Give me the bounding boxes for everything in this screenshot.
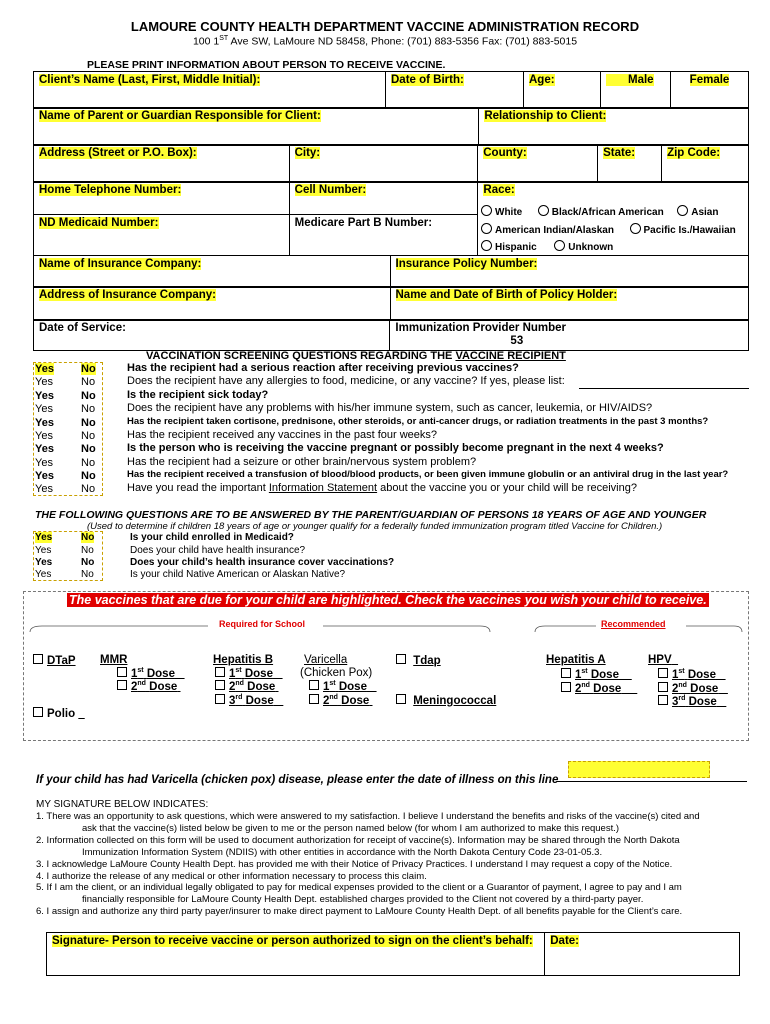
hepb-dose-1-checkbox[interactable] <box>215 667 225 677</box>
yes-option[interactable]: Yes <box>35 443 54 455</box>
tdap-checkbox[interactable] <box>396 654 406 664</box>
recommended-label: Recommended <box>601 619 666 629</box>
screening-question-9: Has the recipient received a transfusion of blood/blood products, or been given immune globulin or an antiviral drug in the last year? <box>127 469 729 480</box>
mmr-dose-2-checkbox[interactable] <box>117 680 127 690</box>
unknown-radio[interactable] <box>554 240 565 251</box>
screening-heading: VACCINATION SCREENING QUESTIONS REGARDING THE VACCINE RECIPIENT <box>146 350 566 362</box>
form-address: 100 1ST Ave SW, LaMoure ND 58458, Phone: (701) 883-5356 Fax: (701) 883-5015 <box>192 35 578 48</box>
hpv-dose-2-checkbox[interactable] <box>658 682 668 692</box>
signature-indicates-item-2: ask that the vaccine(s) listed below be given to me or the person named below (for whom I am authorized to make this request.) <box>82 823 620 834</box>
relationship-field[interactable]: Relationship to Client: <box>484 110 607 122</box>
screening-yesno-7 <box>33 443 103 456</box>
pacific-radio[interactable] <box>630 223 641 234</box>
client-info-table <box>33 71 749 109</box>
policy-holder-field[interactable]: Name and Date of Birth of Policy Holder: <box>395 289 618 301</box>
brace-lines <box>28 620 748 636</box>
varicella-dose-1[interactable]: 1st Dose <box>309 680 377 693</box>
dtap-option[interactable]: DTaP <box>33 654 76 667</box>
guardian-subheading: (Used to determine if children 18 years of age or younger qualify for a federally funded immunization program titled Vaccine for Children.) <box>87 521 663 532</box>
dob-field[interactable]: Date of Birth: <box>391 74 464 86</box>
meningococcal-checkbox[interactable] <box>396 694 406 704</box>
black-radio[interactable] <box>538 205 549 216</box>
guardian-question-1: Is your child enrolled in Medicaid? <box>130 532 294 543</box>
client-name-field[interactable]: Client’s Name (Last, First, Middle Initial): <box>39 74 261 86</box>
hpv-dose-1-checkbox[interactable] <box>658 668 668 678</box>
signature-indicates-item-9: 6. I assign and authorize any third party payer/insurer to make direct payment to LaMoure County Health Dept. of all benefits payable for the Client’s care. <box>36 906 683 917</box>
varicella-dose-2[interactable]: 2nd Dose <box>309 694 373 707</box>
varicella-dose-2-checkbox[interactable] <box>309 694 319 704</box>
policy-number-field[interactable]: Insurance Policy Number: <box>395 258 538 270</box>
female-option[interactable]: Female <box>689 74 730 86</box>
no-option[interactable]: No <box>81 417 96 429</box>
yes-option[interactable]: Yes <box>35 483 53 495</box>
signature-table <box>46 932 740 976</box>
address-row <box>33 144 749 183</box>
screening-yesno-2 <box>33 376 103 389</box>
screening-yesno-10 <box>33 483 103 496</box>
yes-option[interactable]: Yes <box>35 532 53 543</box>
asian-radio[interactable] <box>677 205 688 216</box>
no-option[interactable]: No <box>81 470 96 482</box>
signature-field[interactable]: Signature- Person to receive vaccine or person authorized to sign on the client’s behalf: <box>52 935 533 947</box>
varicella-note: If your child has had Varicella (chicken pox) disease, please enter the date of illness on this line <box>36 774 559 786</box>
signature-indicates-item-4: Immunization Information System (NDIIS) with other entities in accordance with the North Dakota Century Code 23-01-05.3. <box>82 847 603 858</box>
hepb-dose-2-checkbox[interactable] <box>215 680 225 690</box>
date-of-service-field[interactable]: Date of Service: <box>39 322 126 334</box>
signature-indicates-item-1: 1. There was an opportunity to ask questions, which were answered to my satisfaction. I believe I understand the benefits and risks of the vaccine(s) cited and <box>36 811 700 822</box>
yes-option[interactable]: Yes <box>35 417 54 429</box>
required-label: Required for School <box>219 619 306 629</box>
hpv-dose-3-checkbox[interactable] <box>658 695 668 705</box>
hispanic-radio[interactable] <box>481 240 492 251</box>
race-row-1: White Black/African American Asian <box>481 205 718 218</box>
no-option[interactable]: No <box>81 457 96 469</box>
hpv-label: HPV <box>648 654 672 666</box>
hepa-dose-2-checkbox[interactable] <box>561 682 571 692</box>
no-option[interactable]: No <box>81 376 96 388</box>
yes-option[interactable]: Yes <box>35 457 53 469</box>
vaccines-box <box>23 591 749 741</box>
brace-recommended-right <box>686 626 742 632</box>
screening-question-2: Does the recipient have any allergies to food, medicine, or any vaccine? If yes, please list: <box>127 375 565 387</box>
signature-indicates-item-3: 2. Information collected on this form will be used to document authorization for receipt of vaccine(s). Information may be shared through the North Dakota <box>36 835 680 846</box>
print-instruction: PLEASE PRINT INFORMATION ABOUT PERSON TO RECEIVE VACCINE. <box>87 59 446 71</box>
signature-indicates-item-7: 5. If I am the client, or an individual legally obligated to pay for medical expenses provided to the client or a Guarantor of payment, I agree to pay and I am <box>36 882 682 893</box>
yes-option[interactable]: Yes <box>35 403 53 415</box>
mmr-label: MMR <box>100 654 128 666</box>
varicella-dose-1-checkbox[interactable] <box>309 680 319 690</box>
dtap-checkbox[interactable] <box>33 654 43 664</box>
yes-option[interactable]: Yes <box>35 430 53 442</box>
yes-option[interactable]: Yes <box>35 557 53 568</box>
hepa-dose-2[interactable]: 2nd Dose <box>561 682 637 695</box>
yes-option[interactable]: Yes <box>35 390 54 402</box>
no-option[interactable]: No <box>81 545 94 556</box>
screening-yesno-4 <box>33 403 103 416</box>
polio-checkbox[interactable] <box>33 707 43 717</box>
no-option[interactable]: No <box>81 363 96 375</box>
male-option[interactable]: Male <box>606 74 654 86</box>
screening-question-vis: Have you read the important Information Statement about the vaccine you or your child will be receiving? <box>127 482 637 494</box>
guardian-yesno-4 <box>33 569 103 582</box>
yes-option[interactable]: Yes <box>35 363 54 375</box>
hepb-dose-1[interactable]: 1st Dose <box>215 667 283 680</box>
yes-option[interactable]: Yes <box>35 470 54 482</box>
mmr-dose-1-checkbox[interactable] <box>117 667 127 677</box>
hpv-dose-2[interactable]: 2nd Dose <box>658 682 728 695</box>
meningococcal-option[interactable]: Meningococcal <box>396 694 496 707</box>
chickenpox-label: (Chicken Pox) <box>300 667 373 679</box>
screening-question-8: Has the recipient had a seizure or other brain/nervous system problem? <box>127 456 477 468</box>
hepb-dose-3-checkbox[interactable] <box>215 694 225 704</box>
medicaid-field[interactable]: ND Medicaid Number: <box>39 217 159 229</box>
screening-question-3: Is the recipient sick today? <box>127 389 269 401</box>
screening-question-4: Does the recipient have any problems with his/her immune system, such as cancer, leukemia, or HIV/AIDS? <box>127 402 653 414</box>
hepa-dose-1-checkbox[interactable] <box>561 668 571 678</box>
varicella-date-field[interactable] <box>568 761 710 778</box>
screening-yesno-3 <box>33 390 103 403</box>
screening-yesno-5 <box>33 417 103 430</box>
county-field[interactable]: County: <box>483 147 527 159</box>
screening-yesno-9 <box>33 470 103 483</box>
brace-required-right <box>323 626 490 632</box>
provider-number: 53 <box>510 335 524 347</box>
cell-field[interactable]: Cell Number: <box>294 184 367 196</box>
yes-option[interactable]: Yes <box>35 569 52 580</box>
no-option[interactable]: No <box>81 569 94 580</box>
screening-question-7: Is the person who is receiving the vaccine pregnant or possibly become pregnant in the next 4 weeks? <box>127 442 664 454</box>
white-radio[interactable] <box>481 205 492 216</box>
hepa-label: Hepatitis A <box>546 654 606 666</box>
guardian-yesno-1 <box>33 532 103 545</box>
service-row <box>33 319 749 351</box>
hepb-dose-3[interactable]: 3rd Dose <box>215 694 283 707</box>
insurance-row <box>33 255 749 288</box>
screening-yesno-1 <box>33 363 103 376</box>
information-statement-link[interactable]: Information Statement <box>268 482 378 494</box>
no-option[interactable]: No <box>81 443 96 455</box>
no-option[interactable]: No <box>81 483 96 495</box>
home-phone-field[interactable]: Home Telephone Number: <box>39 184 182 196</box>
varicella-label: Varicella <box>304 654 348 666</box>
no-option[interactable]: No <box>81 390 96 402</box>
insurance-address-row <box>33 286 749 321</box>
hepb-dose-2[interactable]: 2nd Dose <box>215 680 279 693</box>
signature-indicates-heading: MY SIGNATURE BELOW INDICATES: <box>36 799 209 810</box>
mmr-dose-1[interactable]: 1st Dose <box>117 667 185 680</box>
signature-indicates-item-5: 3. I acknowledge LaMoure County Health Dept. has provided me with their Notice of Privacy Practices. I understand I may request a copy of the Notice. <box>36 859 673 870</box>
screening-question-5: Has the recipient taken cortisone, prednisone, other steroids, or anti-cancer drugs, or radiation treatments in the past 3 months? <box>127 416 709 427</box>
signature-indicates-item-6: 4. I authorize the release of any medical or other information necessary to process this claim. <box>36 871 427 882</box>
medicare-field[interactable]: Medicare Part B Number: <box>294 217 433 229</box>
guardian-question-2: Does your child have health insurance? <box>130 545 306 556</box>
guardian-question-3: Does your child’s health insurance cover vaccinations? <box>130 557 395 568</box>
vaccines-banner: The vaccines that are due for your child are highlighted. Check the vaccines you wish your child to receive. <box>69 593 707 607</box>
hepa-dose-1[interactable]: 1st Dose <box>561 668 632 681</box>
yes-option[interactable]: Yes <box>35 376 53 388</box>
race-label: Race: <box>483 184 515 196</box>
zip-field[interactable]: Zip Code: <box>667 147 721 159</box>
race-row-2: American Indian/Alaskan Pacific Is./Hawaiian <box>481 223 736 236</box>
screening-question-1: Has the recipient had a serious reaction after receiving previous vaccines? <box>127 362 519 374</box>
insurance-address-field[interactable]: Address of Insurance Company: <box>39 289 217 301</box>
provider-number-label: Immunization Provider Number <box>395 322 567 334</box>
yes-option[interactable]: Yes <box>35 545 52 556</box>
screening-question-6: Has the recipient received any vaccines in the past four weeks? <box>127 429 437 441</box>
no-option[interactable]: No <box>81 532 95 543</box>
allergy-list-line[interactable] <box>579 388 749 389</box>
polio-option[interactable]: Polio <box>33 707 85 720</box>
city-field[interactable]: City: <box>294 147 321 159</box>
hpv-dose-1[interactable]: 1st Dose <box>658 668 726 681</box>
hepb-label: Hepatitis B <box>213 654 274 666</box>
brace-recommended-left <box>535 626 596 632</box>
insurance-company-field[interactable]: Name of Insurance Company: <box>39 258 202 270</box>
screening-yesno-8 <box>33 457 103 470</box>
age-field[interactable]: Age: <box>529 74 555 86</box>
guardian-question-4: Is your child Native American or Alaskan Native? <box>130 569 346 580</box>
mmr-dose-2[interactable]: 2nd Dose <box>117 680 181 693</box>
brace-required-left <box>30 626 208 632</box>
american-indian-radio[interactable] <box>481 223 492 234</box>
varicella-date-line <box>557 781 747 782</box>
tdap-option[interactable]: Tdap <box>396 654 441 667</box>
screening-yesno-6 <box>33 430 103 443</box>
address-field[interactable]: Address (Street or P.O. Box): <box>39 147 197 159</box>
guardian-field[interactable]: Name of Parent or Guardian Responsible for Client: <box>39 110 321 122</box>
no-option[interactable]: No <box>81 403 96 415</box>
guardian-heading: THE FOLLOWING QUESTIONS ARE TO BE ANSWERED BY THE PARENT/GUARDIAN OF PERSONS 18 YEARS OF AGE AND YOUNGER <box>35 509 707 521</box>
state-field[interactable]: State: <box>603 147 636 159</box>
race-row-3: Hispanic Unknown <box>481 240 613 253</box>
signature-indicates-item-8: financially responsible for LaMoure County Health Dept. established charges provided to the Client not covered by a third-party payer. <box>82 894 644 905</box>
form-title: LAMOURE COUNTY HEALTH DEPARTMENT VACCINE ADMINISTRATION RECORD <box>130 19 640 34</box>
signature-date-field[interactable]: Date: <box>550 935 580 947</box>
no-option[interactable]: No <box>81 557 95 568</box>
hpv-dose-3[interactable]: 3rd Dose <box>658 695 726 708</box>
no-option[interactable]: No <box>81 430 96 442</box>
guardian-row <box>33 107 749 146</box>
